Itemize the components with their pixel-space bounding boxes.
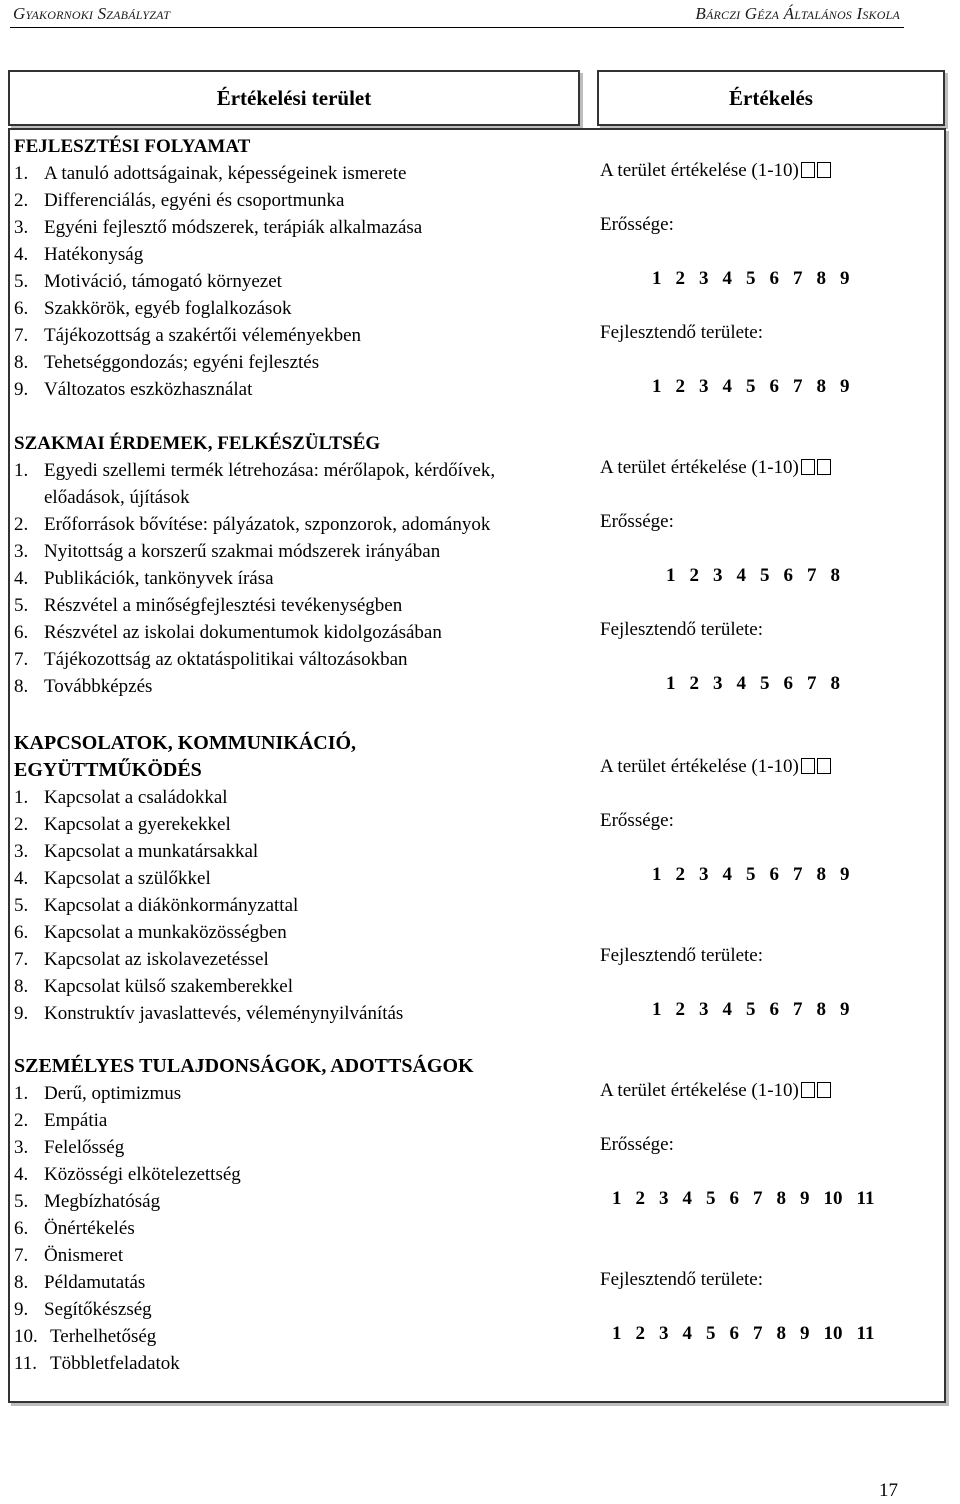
scale-value[interactable]: 4 <box>682 1188 692 1209</box>
list-item: 9. Konstruktív javaslattevés, véleménynyilvánítás <box>14 1003 404 1024</box>
column-header-evaluation-label: Értékelés <box>729 85 813 110</box>
scale-value[interactable]: 3 <box>659 1188 669 1209</box>
improve-label: Fejlesztendő területe: <box>600 619 764 640</box>
scale-value[interactable]: 6 <box>783 565 793 586</box>
header-rule <box>10 27 904 28</box>
scale-value[interactable]: 3 <box>699 268 709 289</box>
list-item: 4. Publikációk, tankönyvek írása <box>14 568 274 589</box>
score-label: A terület értékelése (1-10) <box>600 756 831 778</box>
list-item: 6. Kapcsolat a munkaközösségben <box>14 922 287 943</box>
score-box-icon[interactable] <box>817 758 831 774</box>
list-item: 1. Kapcsolat a családokkal <box>14 787 228 808</box>
strength-scale[interactable] <box>652 864 864 886</box>
scale-value[interactable]: 7 <box>793 268 803 289</box>
scale-value[interactable]: 9 <box>840 376 850 397</box>
strength-scale[interactable] <box>652 268 864 290</box>
scale-value[interactable]: 1 <box>612 1323 622 1344</box>
scale-value[interactable]: 5 <box>706 1323 716 1344</box>
scale-value[interactable]: 5 <box>746 864 756 885</box>
list-item: 1. Derű, optimizmus <box>14 1083 182 1104</box>
score-box-icon[interactable] <box>801 1082 815 1098</box>
section-szakmai <box>14 430 594 700</box>
scale-value[interactable]: 3 <box>699 999 709 1020</box>
list-item: 7. Tájékozottság a szakértői véleményekben <box>14 325 362 346</box>
strength-scale[interactable] <box>612 1188 888 1210</box>
list-item: 3. Egyéni fejlesztő módszerek, terápiák alkalmazása <box>14 217 423 238</box>
list-item: 8. Példamutatás <box>14 1272 146 1293</box>
scale-value[interactable]: 5 <box>746 376 756 397</box>
scale-value[interactable]: 9 <box>840 268 850 289</box>
scale-value[interactable]: 2 <box>675 376 685 397</box>
scale-value[interactable]: 9 <box>800 1188 810 1209</box>
score-box-icon[interactable] <box>801 459 815 475</box>
scale-value[interactable]: 6 <box>769 268 779 289</box>
list-item: 5. Részvétel a minőségfejlesztési tevékenységben <box>14 595 403 616</box>
score-box-icon[interactable] <box>801 758 815 774</box>
improve-label: Fejlesztendő területe: <box>600 1269 764 1290</box>
list-item: 3. Kapcsolat a munkatársakkal <box>14 841 259 862</box>
scale-value[interactable]: 1 <box>652 864 662 885</box>
page-number: 17 <box>879 1480 898 1501</box>
list-item: 8. Továbbképzés <box>14 676 153 697</box>
list-item: 5. Megbízhatóság <box>14 1191 161 1212</box>
scale-value[interactable]: 6 <box>769 376 779 397</box>
scale-value[interactable]: 9 <box>800 1323 810 1344</box>
list-item: 6. Önértékelés <box>14 1218 135 1239</box>
scale-value[interactable]: 1 <box>666 673 676 694</box>
scale-value[interactable]: 4 <box>722 268 732 289</box>
scale-value[interactable]: 3 <box>713 673 723 694</box>
scale-value[interactable]: 6 <box>769 999 779 1020</box>
scale-value[interactable]: 1 <box>652 376 662 397</box>
scale-value[interactable]: 8 <box>830 673 840 694</box>
section-kapcsolatok <box>14 730 594 1027</box>
scale-value[interactable]: 3 <box>659 1323 669 1344</box>
list-item: 3. Nyitottság a korszerű szakmai módszerek irányában <box>14 541 441 562</box>
list-item: 4. Kapcsolat a szülőkkel <box>14 868 211 889</box>
header-left-title: Gyakornoki Szabályzat <box>13 4 171 23</box>
section-title: SZEMÉLYES TULAJDONSÁGOK, ADOTTSÁGOK <box>14 1055 474 1077</box>
list-item: 3. Felelősség <box>14 1137 125 1158</box>
list-item: 6. Részvétel az iskolai dokumentumok kidolgozásában <box>14 622 442 643</box>
list-item: 4. Hatékonyság <box>14 244 144 265</box>
list-item: 9. Változatos eszközhasználat <box>14 379 253 400</box>
scale-value[interactable]: 2 <box>675 268 685 289</box>
scale-value[interactable]: 1 <box>652 999 662 1020</box>
improve-scale[interactable] <box>666 673 854 695</box>
list-item: 1. A tanuló adottságainak, képességeinek ismerete <box>14 163 407 184</box>
scale-value[interactable]: 7 <box>793 864 803 885</box>
scale-value[interactable]: 3 <box>713 565 723 586</box>
scale-value[interactable]: 2 <box>689 673 699 694</box>
scale-value[interactable]: 7 <box>793 999 803 1020</box>
scale-value[interactable]: 8 <box>816 376 826 397</box>
scale-value[interactable]: 8 <box>816 999 826 1020</box>
scale-value[interactable]: 6 <box>769 864 779 885</box>
section-fejlesztesi <box>14 133 594 403</box>
scale-value[interactable]: 2 <box>689 565 699 586</box>
header-right-title: Bárczi Géza Általános Iskola <box>695 4 900 23</box>
scale-value[interactable]: 7 <box>807 673 817 694</box>
scale-value[interactable]: 5 <box>746 268 756 289</box>
score-box-icon[interactable] <box>817 459 831 475</box>
scale-value[interactable]: 2 <box>675 864 685 885</box>
strength-scale[interactable] <box>666 565 854 587</box>
scale-value[interactable]: 3 <box>699 376 709 397</box>
scale-value[interactable]: 6 <box>729 1188 739 1209</box>
list-item: 7. Tájékozottság az oktatáspolitikai változásokban <box>14 649 408 670</box>
score-box-icon[interactable] <box>817 1082 831 1098</box>
list-item: 4. Közösségi elkötelezettség <box>14 1164 241 1185</box>
scale-value[interactable]: 7 <box>753 1323 763 1344</box>
scale-value[interactable]: 5 <box>760 673 770 694</box>
scale-value[interactable]: 5 <box>746 999 756 1020</box>
scale-value[interactable]: 11 <box>856 1323 875 1344</box>
improve-label: Fejlesztendő területe: <box>600 945 764 966</box>
list-item: 9. Segítőkészség <box>14 1299 152 1320</box>
scale-value[interactable]: 6 <box>783 673 793 694</box>
list-item: 11. Többletfeladatok <box>14 1353 180 1374</box>
scale-value[interactable]: 1 <box>652 268 662 289</box>
scale-value[interactable]: 4 <box>722 864 732 885</box>
section-title: SZAKMAI ÉRDEMEK, FELKÉSZÜLTSÉG <box>14 433 381 454</box>
column-header-area <box>8 70 580 126</box>
scale-value[interactable]: 6 <box>729 1323 739 1344</box>
list-item: 5. Kapcsolat a diákönkormányzattal <box>14 895 299 916</box>
scale-value[interactable]: 8 <box>816 864 826 885</box>
scale-value[interactable]: 5 <box>706 1188 716 1209</box>
list-item: 10. Terhelhetőség <box>14 1326 157 1347</box>
score-box-icon[interactable] <box>801 162 815 178</box>
improve-scale[interactable] <box>652 376 864 398</box>
list-item: 2. Kapcsolat a gyerekekkel <box>14 814 231 835</box>
scale-value[interactable]: 4 <box>682 1323 692 1344</box>
list-item: 2. Erőforrások bővítése: pályázatok, szponzorok, adományok <box>14 514 491 535</box>
scale-value[interactable]: 4 <box>736 565 746 586</box>
scale-value[interactable]: 8 <box>830 565 840 586</box>
improve-label: Fejlesztendő területe: <box>600 322 764 343</box>
scale-value[interactable]: 1 <box>612 1188 622 1209</box>
scale-value[interactable]: 9 <box>840 999 850 1020</box>
section-szemelyes <box>14 1053 594 1377</box>
column-header-evaluation <box>597 70 945 126</box>
scale-value[interactable]: 4 <box>736 673 746 694</box>
scale-value[interactable]: 7 <box>807 565 817 586</box>
list-item: 8. Kapcsolat külső szakemberekkel <box>14 976 294 997</box>
improve-scale[interactable] <box>612 1323 888 1345</box>
list-item: 2. Empátia <box>14 1110 108 1131</box>
scale-value[interactable]: 2 <box>635 1323 645 1344</box>
scale-value[interactable]: 8 <box>816 268 826 289</box>
list-item: 5. Motiváció, támogató környezet <box>14 271 282 292</box>
strength-label: Erőssége: <box>600 1134 674 1155</box>
improve-scale[interactable] <box>652 999 864 1021</box>
scale-value[interactable]: 2 <box>675 999 685 1020</box>
scale-value[interactable]: 4 <box>722 999 732 1020</box>
scale-value[interactable]: 8 <box>776 1188 786 1209</box>
list-item: 7. Önismeret <box>14 1245 124 1266</box>
score-label: A terület értékelése (1-10) <box>600 457 831 479</box>
strength-label: Erőssége: <box>600 214 674 235</box>
list-item: 2. Differenciálás, egyéni és csoportmunka <box>14 190 345 211</box>
score-label: A terület értékelése (1-10) <box>600 1080 831 1102</box>
list-item: 1. Egyedi szellemi termék létrehozása: mérőlapok, kérdőívek, előadások, újítások <box>14 460 496 508</box>
strength-label: Erőssége: <box>600 511 674 532</box>
scale-value[interactable]: 10 <box>823 1188 843 1209</box>
scale-value[interactable]: 8 <box>776 1323 786 1344</box>
list-item: 7. Kapcsolat az iskolavezetéssel <box>14 949 269 970</box>
scale-value[interactable]: 10 <box>823 1323 843 1344</box>
column-header-area-label: Értékelési terület <box>216 85 372 110</box>
scale-value[interactable]: 9 <box>840 864 850 885</box>
scale-value[interactable]: 7 <box>753 1188 763 1209</box>
section-title: KAPCSOLATOK, KOMMUNIKÁCIÓ, EGYÜTTMŰKÖDÉS <box>14 732 357 781</box>
scale-value[interactable]: 11 <box>856 1188 875 1209</box>
scale-value[interactable]: 7 <box>793 376 803 397</box>
scale-value[interactable]: 2 <box>635 1188 645 1209</box>
scale-value[interactable]: 5 <box>760 565 770 586</box>
strength-label: Erőssége: <box>600 810 674 831</box>
score-box-icon[interactable] <box>817 162 831 178</box>
list-item: 6. Szakkörök, egyéb foglalkozások <box>14 298 292 319</box>
scale-value[interactable]: 1 <box>666 565 676 586</box>
score-label: A terület értékelése (1-10) <box>600 160 831 182</box>
section-title: FEJLESZTÉSI FOLYAMAT <box>14 136 251 157</box>
scale-value[interactable]: 4 <box>722 376 732 397</box>
scale-value[interactable]: 3 <box>699 864 709 885</box>
list-item: 8. Tehetséggondozás; egyéni fejlesztés <box>14 352 320 373</box>
